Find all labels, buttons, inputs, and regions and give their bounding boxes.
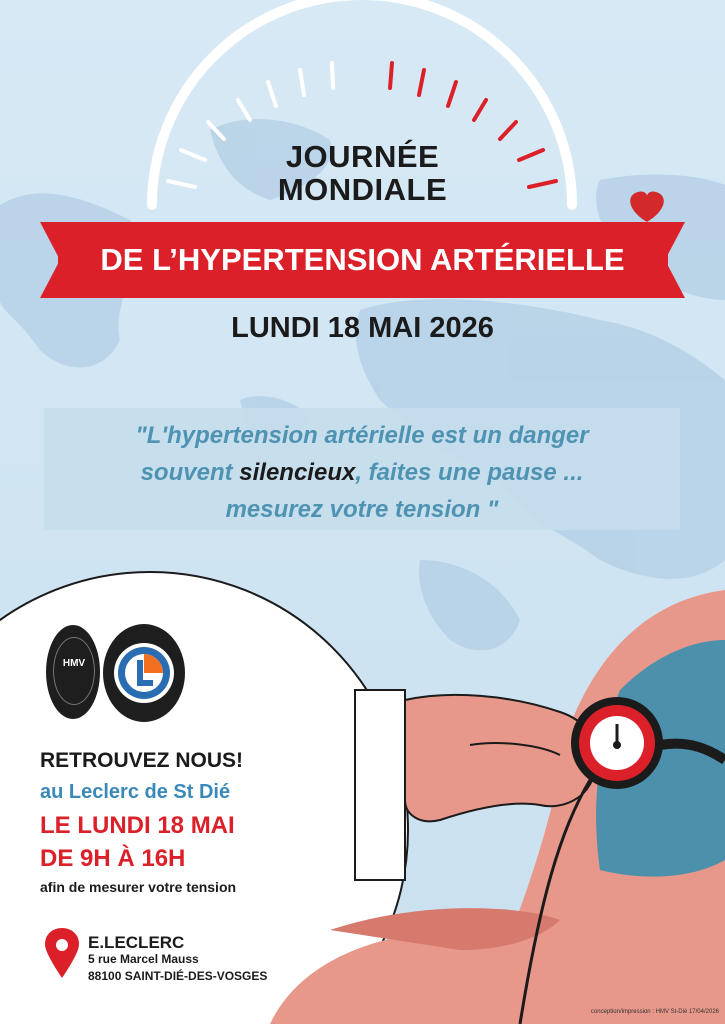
quote-line-3: mesurez votre tension " (225, 496, 499, 523)
address-name: E.LECLERC (88, 933, 185, 952)
leclerc-logo (103, 624, 185, 722)
info-hours: DE 9H À 16H (40, 845, 186, 872)
banner-title: DE L’HYPERTENSION ARTÉRIELLE (100, 242, 625, 277)
quote-line-2 (44, 454, 680, 491)
event-date: LUNDI 18 MAI 2026 (231, 312, 494, 344)
title-line-1: JOURNÉE (285, 139, 440, 174)
info-purpose: afin de mesurer votre tension (40, 879, 237, 895)
quote-emphasis: silencieux (239, 459, 356, 486)
hmv-logo (46, 625, 100, 719)
quote-line-2-pre: souvent (140, 459, 240, 486)
credit-line: conception/impression : HMV St-Dié 17/04/2026 (590, 1009, 719, 1015)
address-city: 88100 SAINT-DIÉ-DES-VOSGES (88, 969, 268, 983)
quote-line-2-post: , faites une pause ... (355, 459, 584, 486)
hmv-logo-text: HMV (62, 658, 86, 669)
title-line-2: MONDIALE (277, 172, 448, 207)
quote-line-1: "L'hypertension artérielle est un danger (135, 422, 589, 449)
info-heading: RETROUVEZ NOUS! (40, 749, 244, 772)
quote-box (44, 408, 680, 530)
info-location: au Leclerc de St Dié (40, 781, 231, 803)
address-street: 5 rue Marcel Mauss (88, 952, 199, 966)
info-day: LE LUNDI 18 MAI (40, 812, 235, 839)
